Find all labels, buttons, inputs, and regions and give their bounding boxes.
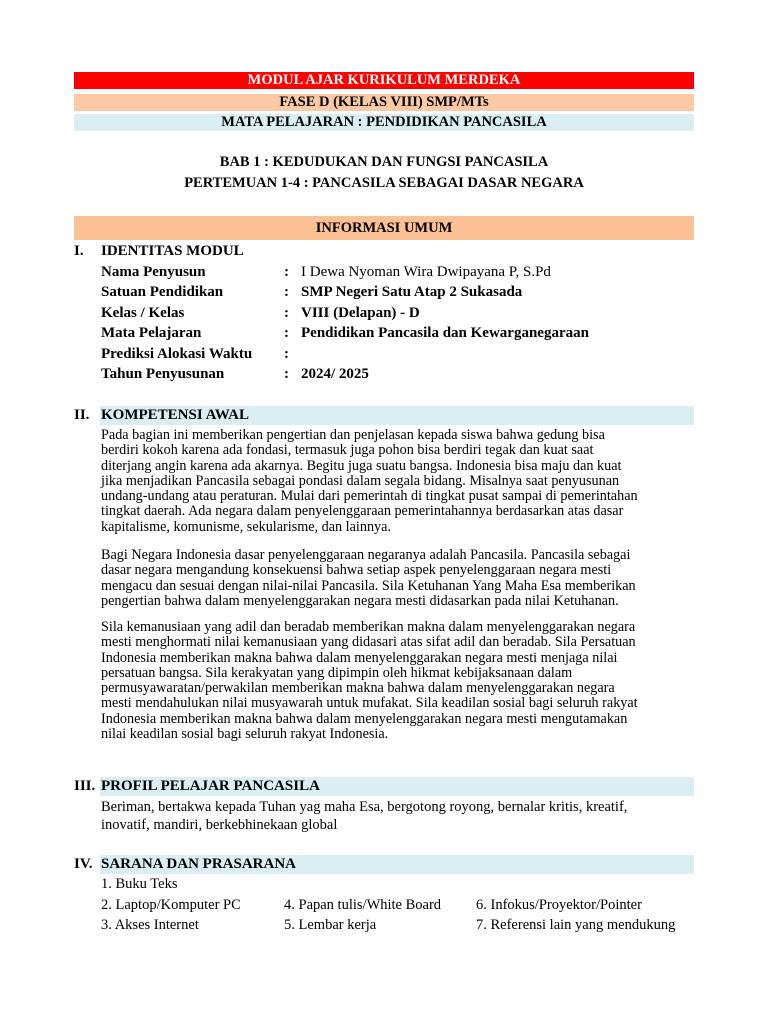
paragraph-initial-competence-2 — [101, 548, 696, 609]
text-line: kapitalisme, komunisme, sekularisme, dan lainnya. — [101, 518, 391, 535]
facility-item: 7. Referensi lain yang mendukung — [476, 917, 676, 933]
facility-item: 5. Lembar kerja — [284, 917, 377, 933]
identity-label: Nama Penyusun — [101, 264, 206, 280]
section-number: II. — [74, 407, 90, 423]
identity-colon: : — [284, 284, 289, 300]
section-profile-heading — [74, 777, 694, 796]
facility-item: 6. Infokus/Proyektor/Pointer — [476, 897, 642, 913]
facility-item: 3. Akses Internet — [101, 917, 199, 933]
text-line: mesti mendahulukan nilai musyawarah untuk mufakat. Sila keadilan sosial bagi seluruh rakyat — [101, 695, 638, 712]
paragraph-student-profile — [101, 798, 696, 834]
facility-item: 4. Papan tulis/White Board — [284, 897, 442, 913]
text-line: undang-undang atau peraturan. Mulai dari pemerintah di tingkat pusat sampai di pemerintahan — [101, 488, 638, 505]
text-line: Indonesia memberikan makna bahwa dalam menyelenggarakan negara mesti menjaga nilai — [101, 649, 618, 666]
identity-label: Mata Pelajaran — [101, 325, 202, 341]
section-number: III. — [74, 778, 96, 794]
section-competence-heading — [74, 406, 694, 425]
identity-label: Kelas / Kelas — [101, 305, 185, 321]
identity-colon: : — [284, 366, 289, 382]
subject-banner: MATA PELAJARAN : PENDIDIKAN PANCASILA — [74, 114, 694, 131]
section-title: SARANA DAN PRASARANA — [101, 856, 297, 872]
text-line: pengertian bahwa dalam menyelenggarakan negara mesti didasarkan pada nilai Ketuhanan. — [101, 592, 619, 609]
identity-colon: : — [284, 264, 289, 280]
section-title: IDENTITAS MODUL — [101, 243, 244, 259]
text-line: dasar negara mengandung konsekuensi bahwa setiap aspek penyelenggaraan negara mesti — [101, 562, 612, 579]
chapter-title: BAB 1 : KEDUDUKAN DAN FUNGSI PANCASILA — [219, 154, 549, 170]
text-line: Bagi Negara Indonesia dasar penyelenggaraan negaranya adalah Pancasila. Pancasila sebagai — [101, 547, 631, 563]
text-line: tingkat daerah. Ada negara dalam penyelenggaraan pemerintahannya berdasarkan atas dasar — [101, 503, 624, 520]
identity-value: VIII (Delapan) - D — [301, 305, 420, 321]
identity-value: 2024/ 2025 — [301, 366, 369, 382]
text-line: mengacu dan sesuai dengan nilai-nilai Pancasila. Sila Ketuhanan Yang Maha Esa memberikan — [101, 577, 636, 594]
identity-value: I Dewa Nyoman Wira Dwipayana P, S.Pd — [301, 264, 551, 280]
module-title-banner: MODUL AJAR KURIKULUM MERDEKA — [74, 72, 694, 89]
identity-value: Pendidikan Pancasila dan Kewarganegaraan — [301, 325, 589, 341]
phase-banner: FASE D (KELAS VIII) SMP/MTs — [74, 94, 694, 111]
section-title: PROFIL PELAJAR PANCASILA — [101, 778, 320, 794]
facility-item: 1. Buku Teks — [101, 876, 178, 892]
general-info-banner: INFORMASI UMUM — [74, 216, 694, 240]
text-line: diterjang angin karena ada akarnya. Begitu juga suatu bangsa. Indonesia bisa maju dan kuat — [101, 457, 622, 474]
text-line: inovatif, mandiri, berkebhinekaan global — [101, 817, 338, 833]
text-line: jika menjadikan Pancasila sebagai pondasi dalam segala bidang. Misalnya saat penyusunan — [101, 472, 620, 489]
section-identity-heading — [74, 242, 694, 261]
facility-item: 2. Laptop/Komputer PC — [101, 897, 241, 913]
identity-colon: : — [284, 305, 289, 321]
section-number: IV. — [74, 856, 93, 872]
identity-colon: : — [284, 325, 289, 341]
section-number: I. — [74, 243, 84, 259]
text-line: berdiri kokoh karena ada fondasi, termasuk juga pohon bisa berdiri tegak dan kuat saat — [101, 442, 594, 459]
identity-label: Satuan Pendidikan — [101, 284, 224, 300]
identity-label: Prediksi Alokasi Waktu — [101, 346, 253, 362]
text-line: nilai keadilan sosial bagi seluruh rakyat Indonesia. — [101, 726, 389, 743]
section-facilities-heading — [74, 855, 694, 874]
text-line: Pada bagian ini memberikan pengertian dan penjelasan kepada siswa bahwa gedung bisa — [101, 427, 605, 443]
text-line: Beriman, bertakwa kepada Tuhan yag maha Esa, bergotong royong, bernalar kritis, kreatif, — [101, 799, 628, 815]
text-line: mesti menghormati nilai kemanusiaan yang didasari atas sifat adil dan beradab. Sila Persatuan — [101, 634, 636, 651]
identity-value: SMP Negeri Satu Atap 2 Sukasada — [301, 284, 523, 300]
paragraph-initial-competence-1 — [101, 428, 696, 535]
identity-colon: : — [284, 346, 289, 362]
paragraph-initial-competence-3 — [101, 620, 696, 742]
text-line: Sila kemanusiaan yang adil dan beradab memberikan makna dalam menyelenggarakan negara — [101, 619, 636, 635]
identity-label: Tahun Penyusunan — [101, 366, 225, 382]
text-line: persatuan bangsa. Sila kerakyatan yang dipimpin oleh hikmat kebijaksanaan dalam — [101, 664, 573, 681]
meeting-title: PERTEMUAN 1-4 : PANCASILA SEBAGAI DASAR NEGARA — [184, 175, 584, 191]
text-line: Indonesia memberikan makna bahwa dalam menyelenggarakan negara mesti mengutamakan — [101, 710, 628, 727]
text-line: permusyawaratan/perwakilan memberikan makna bahwa dalam menyelenggarakan negara — [101, 680, 615, 697]
section-title: KOMPETENSI AWAL — [101, 407, 249, 423]
